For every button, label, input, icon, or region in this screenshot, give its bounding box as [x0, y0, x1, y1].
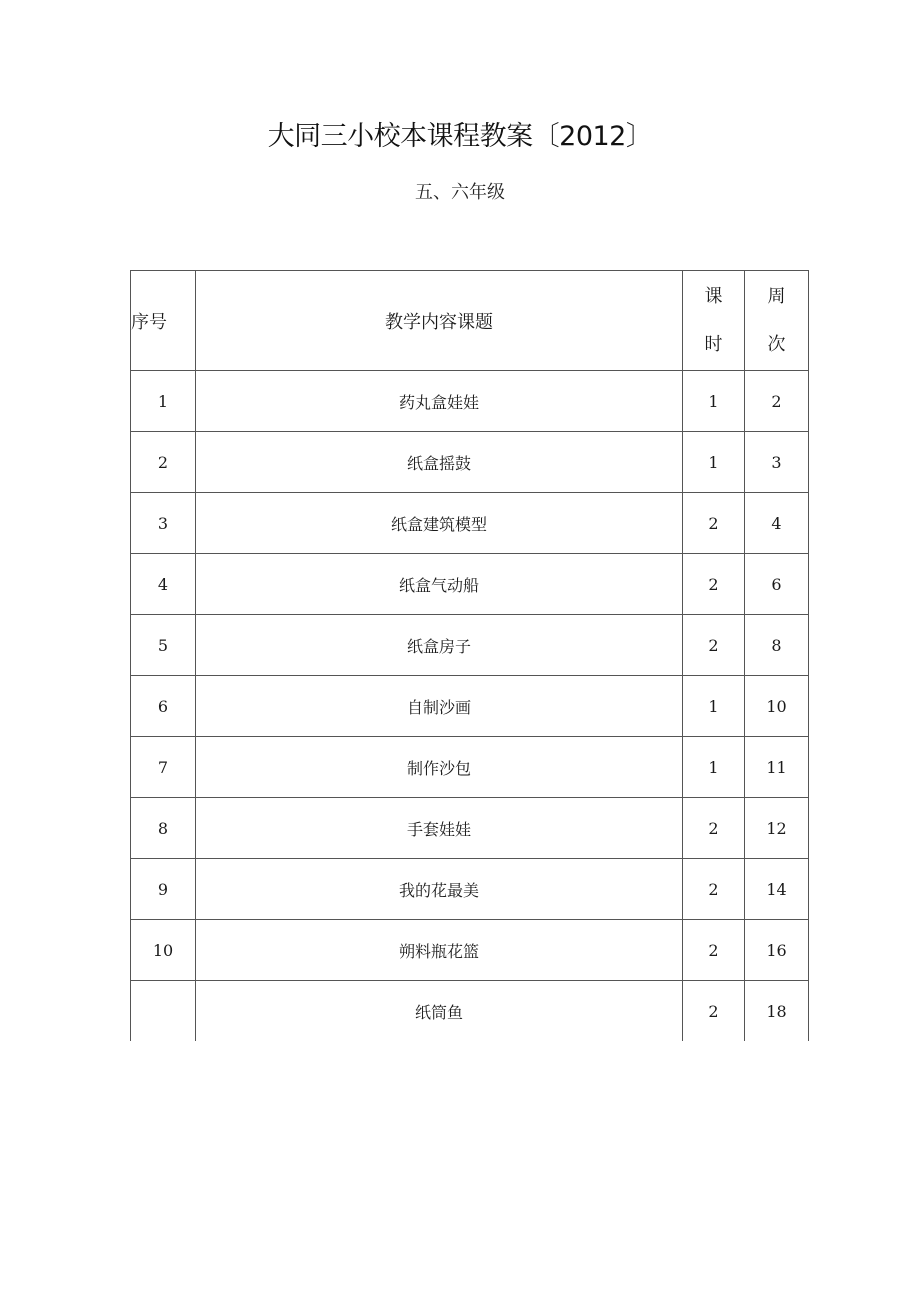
cell-week: 12	[745, 798, 809, 859]
cell-number: 5	[131, 615, 196, 676]
cell-week: 11	[745, 737, 809, 798]
table-row	[131, 737, 809, 798]
table-row	[131, 798, 809, 859]
table-row	[131, 554, 809, 615]
cell-topic: 纸盒房子	[196, 615, 683, 676]
cell-week: 10	[745, 676, 809, 737]
cell-number: 9	[131, 859, 196, 920]
table-row	[131, 920, 809, 981]
cell-number: 10	[131, 920, 196, 981]
header-hours: 课时	[683, 271, 745, 371]
cell-hours: 2	[683, 920, 745, 981]
table-header-row	[131, 271, 809, 371]
cell-number: 7	[131, 737, 196, 798]
cell-hours: 1	[683, 737, 745, 798]
table-row	[131, 432, 809, 493]
table-body	[131, 371, 809, 1042]
cell-hours: 2	[683, 493, 745, 554]
cell-topic: 纸盒气动船	[196, 554, 683, 615]
document-title: 大同三小校本课程教案〔2012〕	[267, 121, 653, 152]
cell-topic: 制作沙包	[196, 737, 683, 798]
cell-hours: 2	[683, 554, 745, 615]
cell-hours: 1	[683, 371, 745, 432]
cell-number: 3	[131, 493, 196, 554]
cell-number: 6	[131, 676, 196, 737]
cell-number: 8	[131, 798, 196, 859]
cell-hours: 1	[683, 676, 745, 737]
cell-week: 2	[745, 371, 809, 432]
cell-topic: 手套娃娃	[196, 798, 683, 859]
cell-week: 3	[745, 432, 809, 493]
table-row	[131, 981, 809, 1042]
cell-week: 4	[745, 493, 809, 554]
header-topic: 教学内容课题	[196, 271, 683, 371]
cell-hours: 2	[683, 981, 745, 1042]
cell-number: 4	[131, 554, 196, 615]
table-row	[131, 615, 809, 676]
cell-hours: 2	[683, 615, 745, 676]
table-row	[131, 371, 809, 432]
cell-topic: 纸筒鱼	[196, 981, 683, 1042]
cell-week: 14	[745, 859, 809, 920]
cell-number: 1	[131, 371, 196, 432]
table-row	[131, 676, 809, 737]
cell-topic: 自制沙画	[196, 676, 683, 737]
cell-hours: 2	[683, 859, 745, 920]
cell-topic: 纸盒建筑模型	[196, 493, 683, 554]
cell-topic: 我的花最美	[196, 859, 683, 920]
header-week: 周次	[745, 271, 809, 371]
cell-week: 6	[745, 554, 809, 615]
cell-topic: 纸盒摇鼓	[196, 432, 683, 493]
grade-subtitle: 五、六年级	[415, 182, 505, 203]
cell-number: 2	[131, 432, 196, 493]
cell-number	[131, 981, 196, 1042]
header-number: 序号	[131, 271, 196, 371]
table-row	[131, 493, 809, 554]
cell-week: 16	[745, 920, 809, 981]
cell-topic: 药丸盒娃娃	[196, 371, 683, 432]
cell-hours: 1	[683, 432, 745, 493]
cell-week: 18	[745, 981, 809, 1042]
table-row	[131, 859, 809, 920]
cell-topic: 朔料瓶花篮	[196, 920, 683, 981]
cell-week: 8	[745, 615, 809, 676]
lesson-plan-table	[130, 270, 809, 1041]
cell-hours: 2	[683, 798, 745, 859]
